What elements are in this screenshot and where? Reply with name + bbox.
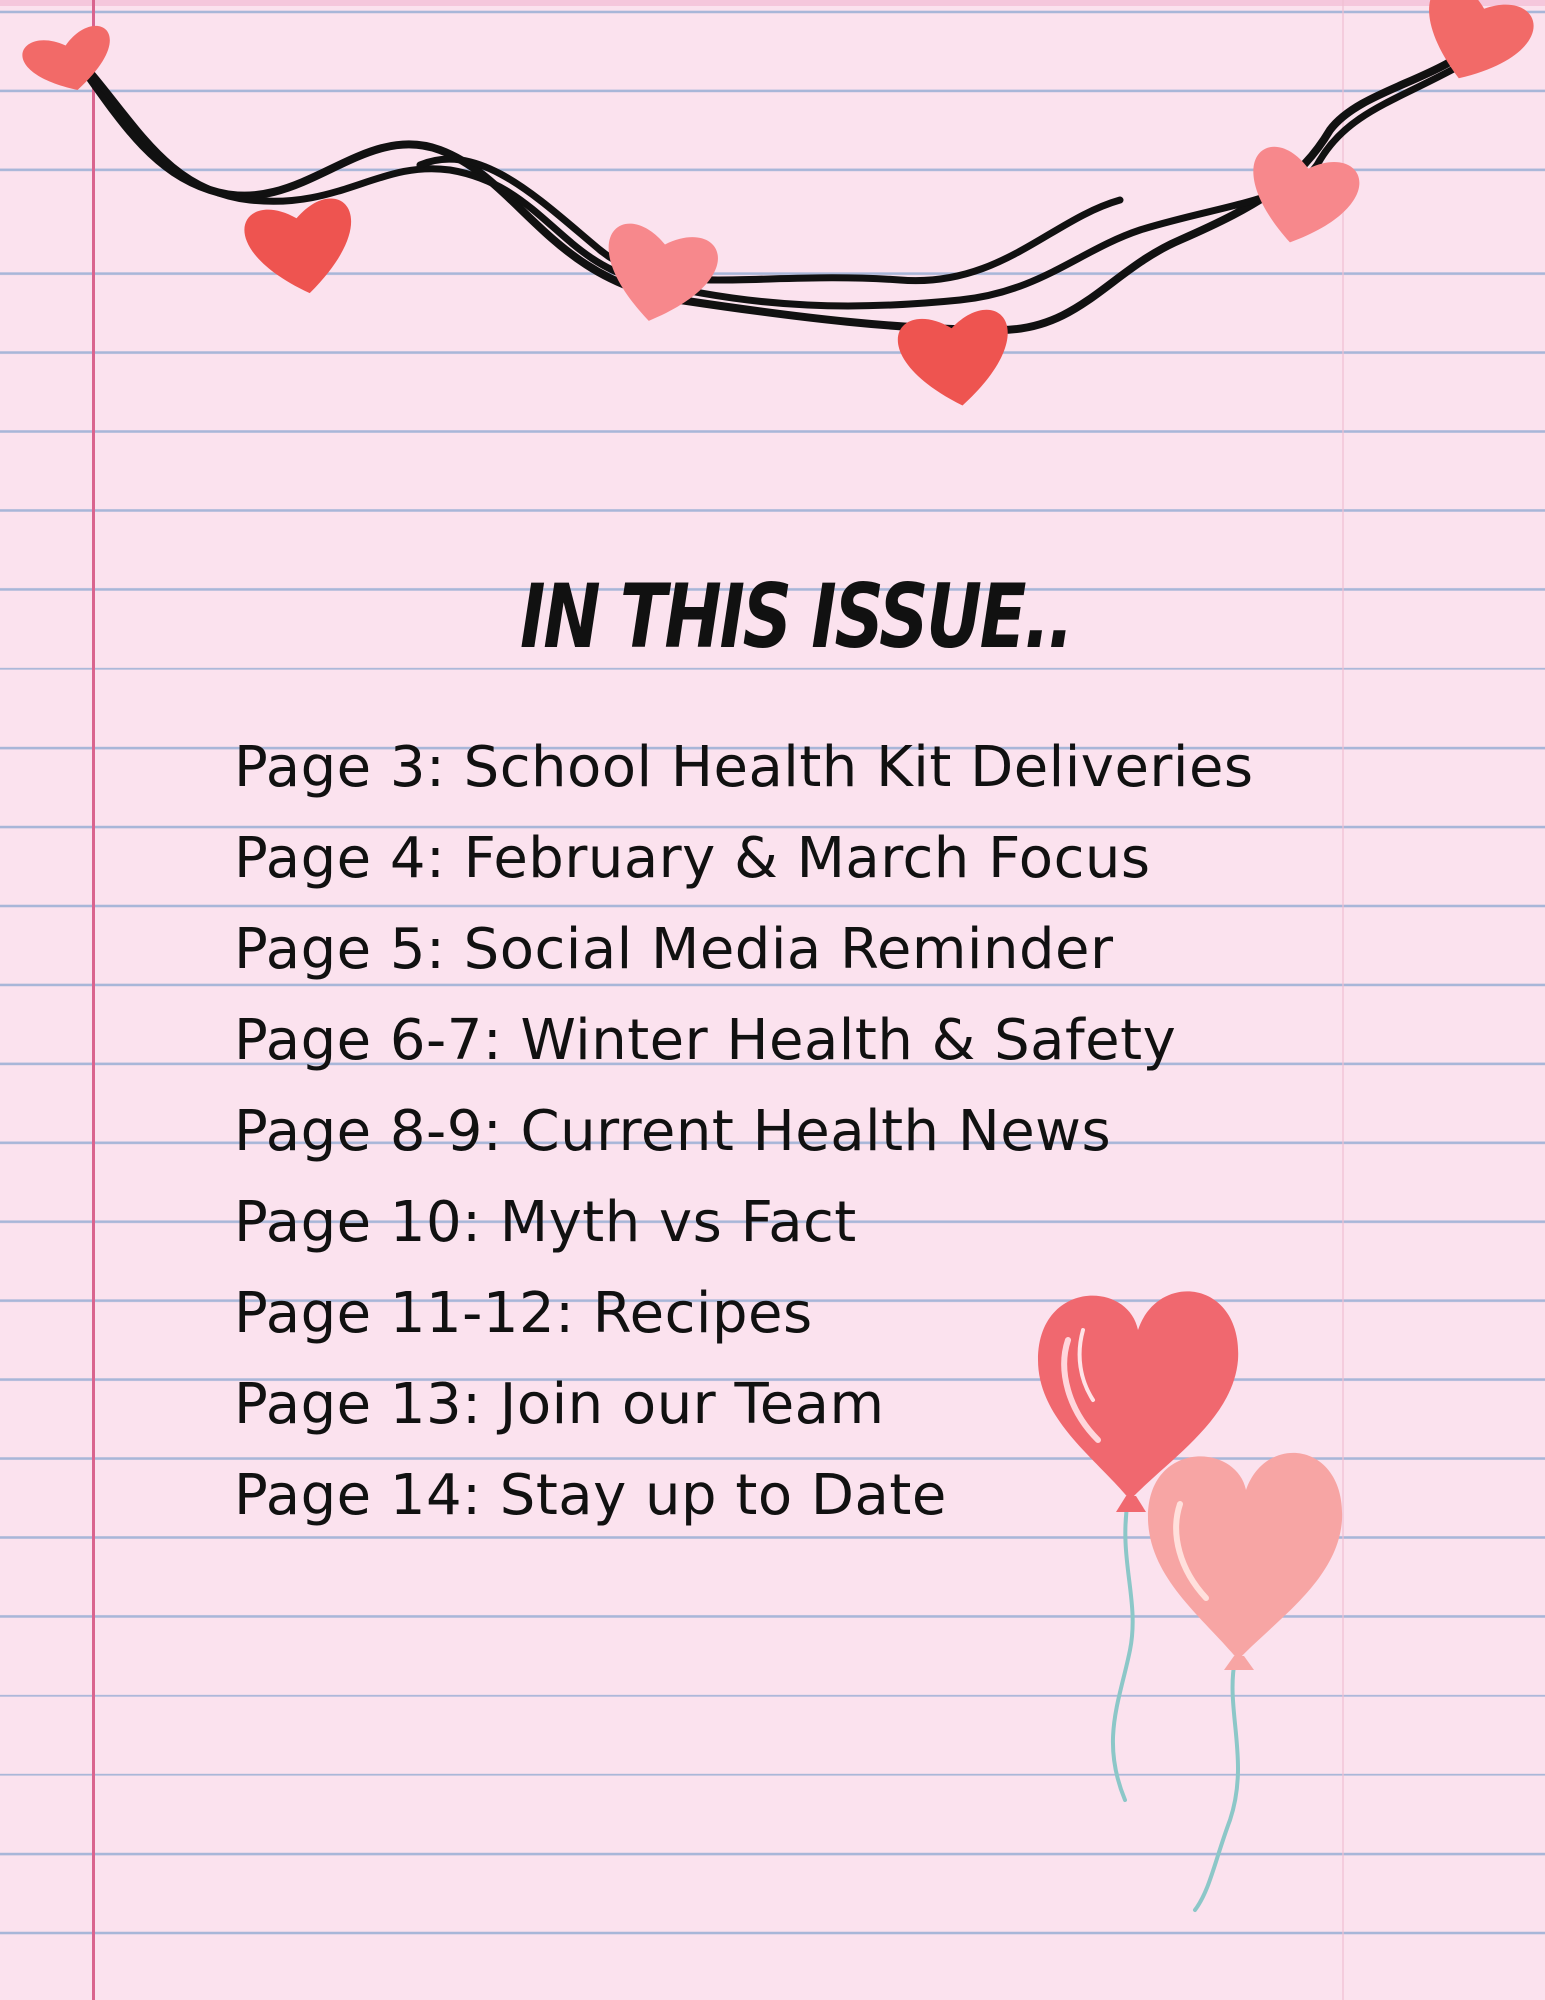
garland-string-3 xyxy=(420,159,1120,281)
heart-garland xyxy=(0,0,1545,420)
balloon-string xyxy=(1113,1500,1133,1800)
balloon-string xyxy=(1195,1660,1238,1910)
list-item: Page 6-7: Winter Health & Safety xyxy=(234,1008,1177,1073)
list-item: Page 11-12: Recipes xyxy=(234,1281,813,1346)
list-item: Page 13: Join our Team xyxy=(234,1372,885,1437)
list-item: Page 14: Stay up to Date xyxy=(234,1463,947,1528)
list-item: Page 8-9: Current Health News xyxy=(234,1099,1112,1164)
list-item: Page 10: Myth vs Fact xyxy=(234,1190,857,1255)
list-item: Page 3: School Health Kit Deliveries xyxy=(234,735,1254,800)
heart-icon xyxy=(895,307,1017,413)
heart-balloons xyxy=(1010,1260,1410,1920)
list-item: Page 4: February & March Focus xyxy=(234,826,1151,891)
heart-balloon-icon xyxy=(1148,1453,1342,1670)
heart-icon xyxy=(241,195,362,302)
page-title: IN THIS ISSUE.. xyxy=(520,565,1072,668)
list-item: Page 5: Social Media Reminder xyxy=(234,917,1114,982)
